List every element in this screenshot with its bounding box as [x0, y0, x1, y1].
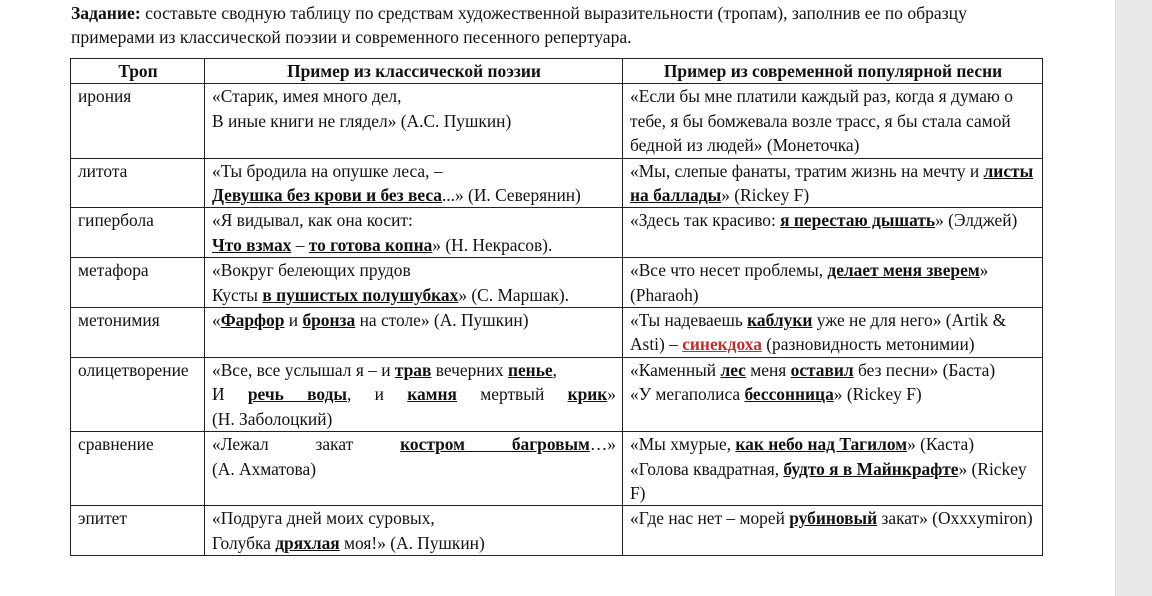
underlined-example: камня	[407, 384, 457, 405]
cell-line	[212, 382, 616, 406]
cell-line	[630, 382, 1036, 406]
cell-line	[212, 506, 616, 530]
underlined-example: каблуки	[747, 310, 813, 331]
modern-example-cell	[623, 308, 1043, 358]
underlined-example: оставил	[790, 359, 854, 380]
underlined-example: я перестаю дышать	[780, 210, 936, 231]
text-segment: вечерних	[431, 359, 508, 380]
table-row	[71, 158, 1043, 208]
cell-line	[212, 457, 616, 481]
cell-line	[212, 531, 616, 555]
classic-example-cell	[205, 84, 623, 158]
trope-name-cell: эпитет	[71, 506, 205, 556]
text-segment: «Лежал закат	[212, 434, 401, 455]
trope-name-cell: олицетворение	[71, 357, 205, 431]
text-segment: ...» (И. Северянин)	[441, 185, 581, 206]
cell-line	[212, 432, 616, 456]
table-row	[71, 84, 1043, 158]
text-segment: «Все что несет проблемы,	[630, 260, 828, 281]
classic-example-cell	[205, 432, 623, 506]
text-segment: (Н. Заболоцкий)	[212, 408, 333, 429]
text-segment: «Мы хмурые,	[630, 434, 736, 455]
trope-name-cell: метафора	[71, 258, 205, 308]
text-segment: –	[291, 234, 309, 255]
text-segment: и	[284, 310, 303, 331]
header-modern: Пример из современной популярной песни	[623, 59, 1043, 84]
classic-example-cell	[205, 208, 623, 258]
trope-name-cell: литота	[71, 158, 205, 208]
modern-example-cell	[623, 158, 1043, 208]
cell-line	[630, 506, 1036, 530]
classic-example-cell	[205, 357, 623, 431]
table-row	[71, 208, 1043, 258]
classic-example-cell	[205, 506, 623, 556]
text-segment: «Мы, слепые фанаты, тратим жизнь на мечту и	[630, 160, 984, 181]
cell-line	[212, 159, 616, 183]
text-segment: » (Элджей)	[935, 210, 1018, 231]
modern-example-cell	[623, 84, 1043, 158]
header-classic: Пример из классической поэзии	[205, 59, 623, 84]
text-segment: » (Pharaoh)	[630, 260, 989, 305]
cell-line	[212, 308, 616, 332]
table-body	[71, 84, 1043, 556]
modern-example-cell	[623, 357, 1043, 431]
modern-example-cell	[623, 208, 1043, 258]
text-segment: »	[607, 384, 616, 405]
table-header-row	[71, 59, 1043, 84]
cell-line	[630, 208, 1036, 232]
task-paragraph	[71, 1, 1046, 49]
cell-line	[212, 258, 616, 282]
text-segment: И	[212, 384, 248, 405]
cell-line	[212, 283, 616, 307]
cell-line	[630, 358, 1036, 382]
underlined-example: то готова копна	[308, 234, 433, 255]
highlighted-term: синекдоха	[682, 334, 762, 355]
underlined-example: делает меня зверем	[827, 260, 980, 281]
text-segment: на столе» (А. Пушкин)	[355, 310, 529, 331]
underlined-example: бессонница	[744, 384, 834, 405]
text-segment: «Подруга дней моих суровых,	[212, 508, 435, 529]
underlined-example: речь воды	[247, 384, 347, 405]
modern-example-cell	[623, 258, 1043, 308]
text-segment: «Ты бродила на опушке леса, –	[212, 160, 443, 181]
text-segment: «Голова квадратная,	[630, 458, 784, 479]
text-segment: «Я видывал, как она косит:	[212, 210, 413, 231]
classic-example-cell	[205, 308, 623, 358]
text-segment: В иные книги не глядел» (А.С. Пушкин)	[212, 110, 512, 131]
text-segment: «У мегаполиса	[630, 384, 745, 405]
modern-example-cell	[623, 506, 1043, 556]
underlined-example: лес	[720, 359, 746, 380]
text-segment: закат» (Oxxxymiron)	[877, 508, 1033, 529]
text-segment: без песни» (Баста)	[853, 359, 996, 380]
classic-example-cell	[205, 158, 623, 208]
table-row	[71, 308, 1043, 358]
text-segment: «Если бы мне платили каждый раз, когда я думаю о тебе, я бы бомжевала возле трасс, я бы стала самой бедной из людей» (Монеточка)	[630, 86, 1013, 156]
classic-example-cell	[205, 258, 623, 308]
cell-line	[630, 432, 1036, 456]
underlined-example: Фарфор	[220, 310, 285, 331]
text-segment: мертвый	[456, 384, 568, 405]
table-row	[71, 506, 1043, 556]
underlined-example: в пушистых полушубках	[262, 284, 459, 305]
text-segment: «Старик, имея много дел,	[212, 86, 402, 107]
text-segment: » (Rickey F)	[833, 384, 922, 405]
underlined-example: листы на баллады	[630, 160, 1034, 206]
text-segment: уже не для него» (Artik & Asti) –	[630, 310, 1007, 355]
underlined-example: трав	[394, 359, 432, 380]
underlined-example: Девушка без крови и без веса	[212, 185, 442, 206]
underlined-example: бронза	[302, 310, 356, 331]
text-segment: «Где нас нет – морей	[630, 508, 790, 529]
underlined-example: крик	[567, 384, 608, 405]
cell-line	[630, 84, 1036, 157]
text-segment: «Здесь так красиво:	[630, 210, 781, 231]
trope-name-cell: сравнение	[71, 432, 205, 506]
task-label: Задание:	[71, 3, 141, 23]
text-segment: » (Rickey F)	[721, 185, 810, 206]
cell-line	[212, 84, 616, 108]
text-segment: (А. Ахматова)	[212, 458, 317, 479]
text-segment: «	[212, 310, 221, 331]
text-segment: » (Н. Некрасов).	[432, 234, 553, 255]
underlined-example: Что взмах	[212, 234, 292, 255]
cell-line	[212, 233, 616, 257]
underlined-example: как небо над Тагилом	[735, 434, 908, 455]
text-segment: ,	[552, 359, 557, 380]
tropes-table	[70, 58, 1043, 556]
text-segment: Голубка	[212, 532, 276, 553]
cell-line	[212, 183, 616, 207]
header-trope: Троп	[71, 59, 205, 84]
cell-line	[212, 407, 616, 431]
cell-line	[212, 208, 616, 232]
cell-line	[630, 308, 1036, 357]
text-segment: Кусты	[212, 284, 263, 305]
cell-line	[630, 457, 1036, 506]
text-segment: » (С. Маршак).	[458, 284, 570, 305]
trope-name-cell: ирония	[71, 84, 205, 158]
table-row	[71, 258, 1043, 308]
text-segment: …»	[589, 434, 616, 455]
text-segment: меня	[745, 359, 791, 380]
underlined-example: рубиновый	[789, 508, 878, 529]
task-text: составьте сводную таблицу по средствам художественной выразительности (тропам), заполнив ее по образцу примерами из классической поэзии и современного песенного репертуара.	[71, 3, 967, 47]
cell-line	[212, 109, 616, 133]
underlined-example: дряхлая	[275, 532, 340, 553]
trope-name-cell: метонимия	[71, 308, 205, 358]
text-segment: «Все, все услышал я – и	[212, 359, 395, 380]
text-segment: » (Rickey F)	[630, 458, 1027, 503]
text-segment: » (Каста)	[907, 434, 975, 455]
cell-line	[630, 258, 1036, 307]
underlined-example: пенье	[507, 359, 553, 380]
text-segment: «Вокруг белеющих прудов	[212, 260, 411, 281]
underlined-example: будто я в Майнкрафте	[783, 458, 959, 479]
underlined-example: костром багровым	[400, 434, 590, 455]
text-segment: моя!» (А. Пушкин)	[339, 532, 485, 553]
text-segment: , и	[346, 384, 408, 405]
trope-name-cell: гипербола	[71, 208, 205, 258]
text-segment: (разновидность метонимии)	[761, 334, 975, 355]
scrollbar[interactable]	[1115, 0, 1152, 596]
table-row	[71, 432, 1043, 506]
table-row	[71, 357, 1043, 431]
cell-line	[212, 358, 616, 382]
text-segment: «Каменный	[630, 359, 721, 380]
modern-example-cell	[623, 432, 1043, 506]
cell-line	[630, 159, 1036, 208]
text-segment: «Ты надеваешь	[630, 310, 748, 331]
